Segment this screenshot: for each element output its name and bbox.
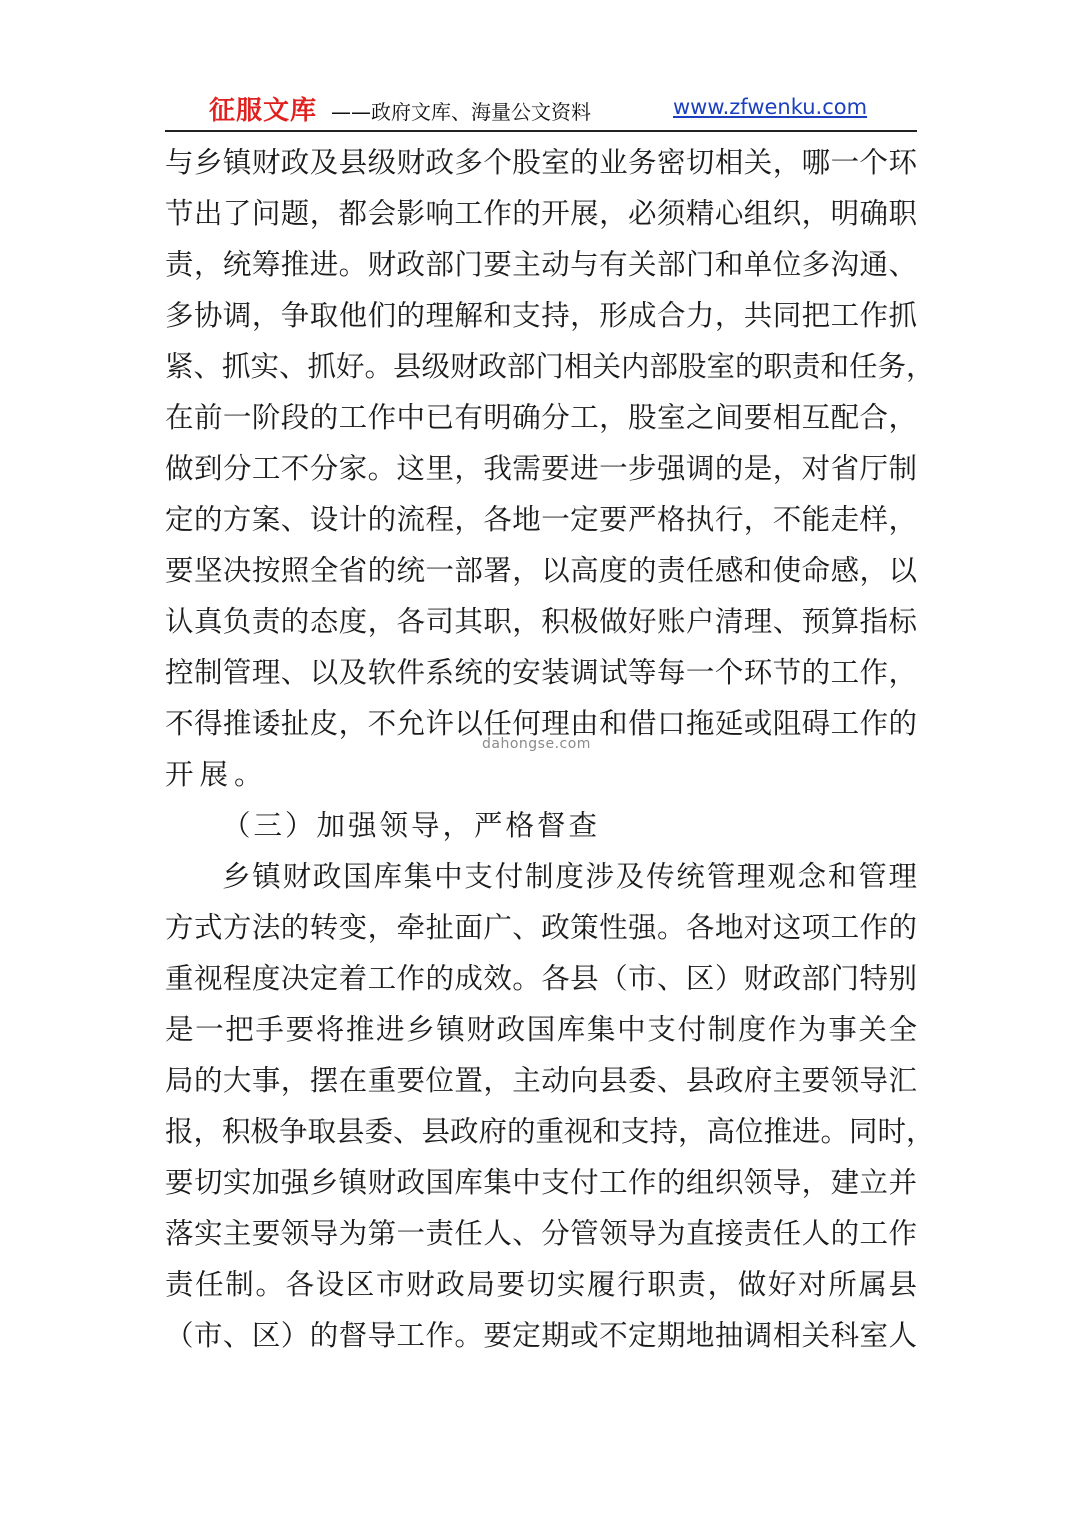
body-line: 与乡镇财政及县级财政多个股室的业务密切相关，哪一个环 [165, 146, 917, 179]
page-header [165, 88, 917, 132]
body-line: 要切实加强乡镇财政国库集中支付工作的组织领导，建立并 [165, 1166, 917, 1199]
body-line: 是一把手要将推进乡镇财政国库集中支付制度作为事关全 [165, 1013, 917, 1046]
body-line: 开展。 [165, 758, 269, 791]
body-line: 不得推诿扯皮，不允许以任何理由和借口拖延或阻碍工作的 [165, 707, 917, 740]
body-line: 在前一阶段的工作中已有明确分工，股室之间要相互配合， [165, 401, 917, 434]
body-line: 方式方法的转变，牵扯面广、政策性强。各地对这项工作的 [165, 911, 917, 944]
brand-logo-text[interactable]: 征服文库 [209, 96, 318, 126]
body-line: 节出了问题，都会影响工作的开展，必须精心组织，明确职 [165, 197, 917, 230]
body-line: 报，积极争取县委、县政府的重视和支持，高位推进。同时， [165, 1115, 935, 1148]
section-heading: （三）加强领导，严格督查 [222, 809, 601, 842]
body-line: 落实主要领导为第一责任人、分管领导为直接责任人的工作 [165, 1217, 917, 1250]
body-line: 局的大事，摆在重要位置，主动向县委、县政府主要领导汇 [165, 1064, 917, 1097]
body-line: 定的方案、设计的流程，各地一定要严格执行，不能走样， [165, 503, 917, 536]
site-url-link[interactable]: www.zfwenku.com [673, 95, 868, 119]
header-tagline: ——政府文库、海量公文资料 [331, 100, 591, 124]
paragraph-first-line: 乡镇财政国库集中支付制度涉及传统管理观念和管理 [222, 860, 917, 893]
body-line: 责，统筹推进。财政部门要主动与有关部门和单位多沟通、 [165, 248, 917, 281]
body-line: 要坚决按照全省的统一部署，以高度的责任感和使命感，以 [165, 554, 917, 587]
body-line: 重视程度决定着工作的成效。各县（市、区）财政部门特别 [165, 962, 917, 995]
body-line: 控制管理、以及软件系统的安装调试等每一个环节的工作， [165, 656, 917, 689]
body-line: （市、区）的督导工作。要定期或不定期地抽调相关科室人 [165, 1319, 917, 1352]
watermark-text: dahongse.com [482, 736, 591, 752]
body-line: 认真负责的态度，各司其职，积极做好账户清理、预算指标 [165, 605, 917, 638]
body-line: 紧、抓实、抓好。县级财政部门相关内部股室的职责和任务， [165, 350, 935, 383]
body-line: 责任制。各设区市财政局要切实履行职责，做好对所属县 [165, 1268, 917, 1301]
body-line: 做到分工不分家。这里，我需要进一步强调的是，对省厅制 [165, 452, 917, 485]
body-line: 多协调，争取他们的理解和支持，形成合力，共同把工作抓 [165, 299, 917, 332]
